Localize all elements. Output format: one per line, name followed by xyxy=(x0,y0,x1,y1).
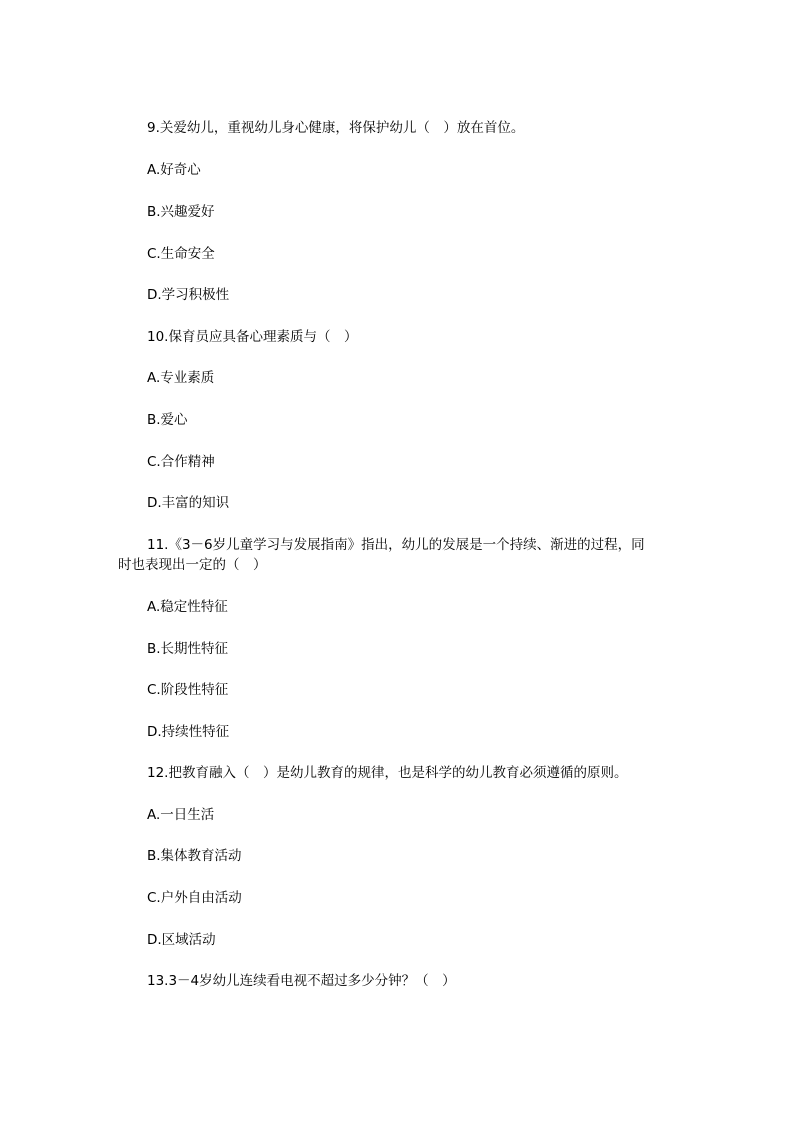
question-stem-line2: 时也表现出一定的（ ） xyxy=(118,557,267,573)
option-d: D.丰富的知识 xyxy=(147,495,230,511)
option-c: C.阶段性特征 xyxy=(147,682,229,698)
option-b: B.爱心 xyxy=(147,412,188,428)
question-stem: 10.保育员应具备心理素质与（ ） xyxy=(147,329,358,345)
option-c: C.合作精神 xyxy=(147,454,215,470)
option-a: A.稳定性特征 xyxy=(147,599,228,615)
option-a: A.专业素质 xyxy=(147,370,215,386)
question-stem: 9.关爱幼儿，重视幼儿身心健康，将保护幼儿（ ）放在首位。 xyxy=(147,120,525,136)
option-b: B.兴趣爱好 xyxy=(147,204,215,220)
option-c: C.生命安全 xyxy=(147,246,215,262)
option-a: A.一日生活 xyxy=(147,807,215,823)
question-stem: 12.把教育融入（ ）是幼儿教育的规律，也是科学的幼儿教育必须遵循的原则。 xyxy=(147,765,628,781)
option-b: B.长期性特征 xyxy=(147,641,229,657)
option-b: B.集体教育活动 xyxy=(147,848,242,864)
option-d: D.持续性特征 xyxy=(147,724,230,740)
question-stem-line1: 11.《3－6岁儿童学习与发展指南》指出，幼儿的发展是一个持续、渐进的过程，同 xyxy=(147,537,645,553)
option-a: A.好奇心 xyxy=(147,162,201,178)
option-d: D.区域活动 xyxy=(147,932,216,948)
option-d: D.学习积极性 xyxy=(147,287,230,303)
question-stem: 13.3－4岁幼儿连续看电视不超过多少分钟？（ ） xyxy=(147,973,456,989)
option-c: C.户外自由活动 xyxy=(147,890,242,906)
